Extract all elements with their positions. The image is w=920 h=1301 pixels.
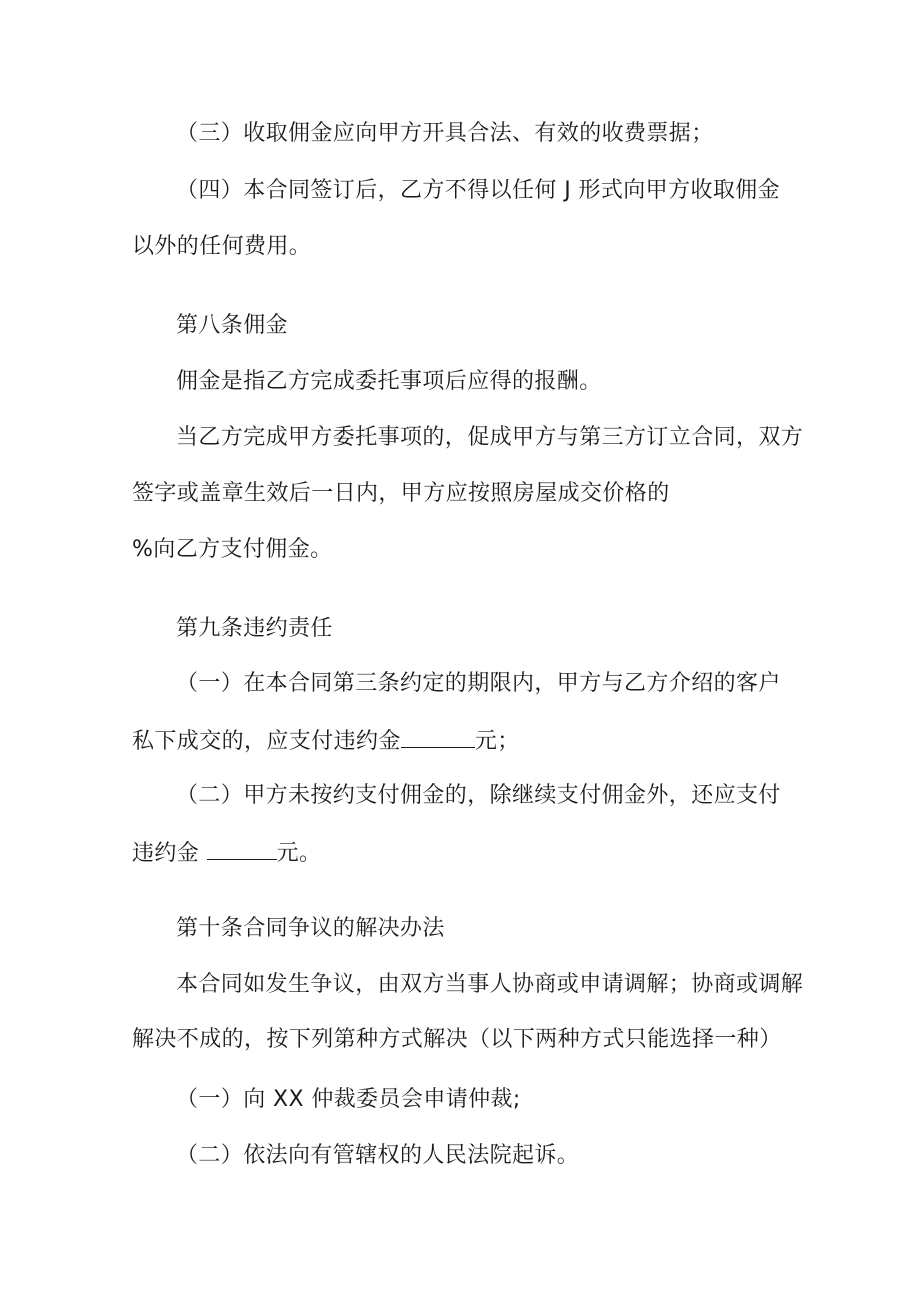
clause9-item2-line1: （二）甲方未按约支付佣金的，除继续支付佣金外，还应支付 — [176, 783, 781, 808]
clause8-heading: 第八条佣金 — [176, 313, 289, 338]
clause8-para-line3: %向乙方支付佣金。 — [132, 537, 333, 562]
clause9-item2-line2-prefix: 违约金 — [132, 841, 207, 866]
clause9-item2-line2-suffix: 元。 — [276, 841, 322, 866]
clause8-definition: 佣金是指乙方完成委托事项后应得的报酬。 — [176, 369, 602, 394]
clause9-item2-line2 — [132, 837, 321, 869]
clause10-heading: 第十条合同争议的解决办法 — [176, 916, 445, 941]
clause7-item3: （三）收取佣金应向甲方开具合法、有效的收费票据； — [176, 121, 714, 146]
clause9-item1-line2-suffix: 元； — [474, 729, 520, 754]
clause8-para-line1: 当乙方完成甲方委托事项的，促成甲方与第三方订立合同，双方 — [176, 425, 804, 450]
clause8-para-line2: 签字或盖章生效后一日内，甲方应按照房屋成交价格的 — [132, 481, 670, 506]
clause10-option1: （一）向 XX 仲裁委员会申请仲裁; — [176, 1087, 521, 1112]
clause9-heading: 第九条违约责任 — [176, 616, 333, 641]
penalty-amount-blank-1 — [401, 725, 475, 748]
clause9-item1-line1: （一）在本合同第三条约定的期限内，甲方与乙方介绍的客户 — [176, 671, 781, 696]
clause10-option2: （二）依法向有管辖权的人民法院起诉。 — [176, 1143, 580, 1168]
clause10-para-line1: 本合同如发生争议，由双方当事人协商或申请调解；协商或调解 — [176, 972, 804, 997]
clause10-para-line2: 解决不成的，按下列第种方式解决（以下两种方式只能选择一种） — [132, 1027, 782, 1052]
clause7-item4-line1: （四）本合同签订后，乙方不得以任何 J 形式向甲方收取佣金 — [176, 178, 781, 203]
clause7-item4-line2: 以外的任何费用。 — [132, 234, 312, 259]
clause9-item1-line2-prefix: 私下成交的，应支付违约金 — [132, 729, 401, 754]
clause9-item1-line2 — [132, 725, 520, 757]
penalty-amount-blank-2 — [207, 837, 277, 860]
